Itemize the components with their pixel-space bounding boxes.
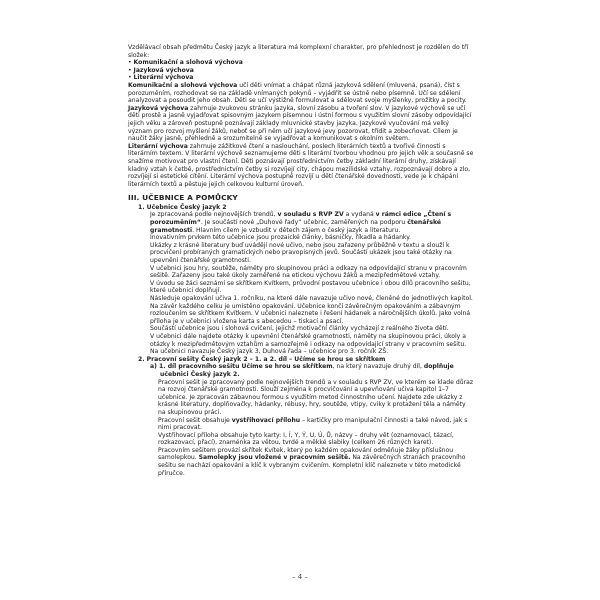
paragraph: Následuje opakování učiva 1. ročníku, na které dále navazuje učivo nové, členěné do jednotlivých kapitol. Na závěr každého celku je umístěno opakování. Učebnice končí závěrečným opakováním a zábavným rozloučením se skřítkem Kvítkem. V učebnici naleznete i řešení hádanek a náročnějších úkolů. Jako volná příloha je v učebnici vložena karta s abecedou – tiskací a psací. (150, 295, 473, 325)
list-item: • Jazyková výchova (128, 67, 474, 75)
paragraph: Inovativním prvkem této učebnice jsou prozaické články, básničky, říkadla a hádanky. (150, 234, 411, 242)
paragraph: V učebnici dále najdete otázky k upevnění čtenářské gramotnosti, náměty na skupinovou práci, úkoly a otázky k mezipředmětovým vztahům a samozřejmě i odkazy na odpovídající strany v pracovním sešitu. (150, 332, 467, 348)
section-heading: III. UČEBNICE A POMŮCKY (128, 193, 238, 203)
paragraph: Součástí učebnice jsou i slohová cvičení, jejichž motivační články vycházejí z reálného života dětí. (150, 325, 449, 333)
paragraph: Je zpracovaná podle nejnovějších trendů, v souladu s RVP ZV a vydaná v rámci edice „Čtení s porozuměním“. Je součástí nové „Duhové řady“ učebnic, zaměřených na podporu čtenářské gramotnosti. Hlavním cílem je vzbudit v dětech zájem o český jazyk a literaturu. (150, 211, 452, 234)
paragraph: Pracovní sešit obsahuje vystřihovací přílohu – kartičky pro manipulační činnosti a také návod, jak s nimi pracovat. (158, 416, 468, 432)
paragraph: Ukázky z krásné literatury buď uvádějí nové učivo, nebo jsou zařazeny průběžně v textu a slouží k procvičení probíraných gramatických nebo pravopisných jevů. Součástí ukázek jsou také otázky na upevnění čtenářské gramotnosti. (150, 241, 452, 265)
subsection-heading-textbook: 1. Učebnice Český jazyk 2 (138, 203, 227, 211)
textbook-description (150, 211, 474, 355)
subsection-heading-workbooks: 2. Pracovní sešity Český jazyk 2 – 1. a 2. díl – Učíme se hrou se skřítkem (138, 355, 386, 363)
paragraph: V úvodu se žáci seznámí se skřítkem Kvítkem, průvodní postavou učebnice i obou dílů pracovního sešitu, které učebnici doplňují. (150, 279, 471, 295)
page-number: – 4 – (292, 573, 308, 581)
paragraph: V učebnici jsou hry, soutěže, náměty pro skupinovou práci a odkazy na odpovídající stranu v pracovním sešitě. Zařazeny jsou také úkoly zaměřené na etickou výchovu žáků a mezipředmětové vztahy. (150, 264, 467, 280)
paragraph: Vystřihovací příloha obsahuje tyto karty: I, Í, Y, Ý, U, Ú, Ů, názvy – druhy vět (oznamovací, tázací, rozkazovací, přací), znaménka za větou, tvrdé a měkké slabiky (celkem 26 různých karet). (158, 431, 454, 447)
paragraph-literarni: Literární výchova zahrnuje zážitkové čtení a naslouchání, poslech literárních textů a tvořivé činnosti s literárním textem. V literární výchově seznamujeme děti s literární tvorbou vhodnou pro jejich věk a současně se snažíme motivovat pro vlastní čtení. Děti poznávají prostřednictvím četby základní literární druhy, získávají kladný vztah k četbě, prostřednictvím četby si rozvíjejí city, chápou mezilidské vztahy, rozpoznávají dobro a zlo, rozvíjejí si estetické cítění. Literární výchova postupně rozvíjí u dětí čtenářské dovednosti, vede je k chápání literárních textů a pěstuje jejich celkovou kulturní úroveň. (128, 142, 474, 188)
workbook-description (158, 379, 474, 478)
list-item: • Literární výchova (128, 74, 474, 82)
paragraph-komunikacni: Komunikační a slohová výchova učí děti vnímat a chápat různá jazyková sdělení (mluvená, psaná), číst s porozuměním, rozhodovat se na základě vnímaných pokynů – vyjádřit se ústně nebo písemně. Učí se sdělení analyzovat a posoudit jeho obsah. Děti se učí výstižně formulovat a sdělovat svoje myšlenky, prožitky a pocity. (128, 81, 467, 105)
paragraph-jazykova: Jazyková výchova zahrnuje zvukovou stránku jazyka, slovní zásobu a tvoření slov. V jazykové výchově se učí děti prostě a jasně vyjadřovat spisovným jazykem písemnou i ústní formou s využitím slovní zásoby odpovídající jejich věku a zároveň postupně poznávají základy mluvnické stavby jazyka. Jazykové vyučování má velký význam pro rozvoj myšlení žáků, neboť se při něm učí jazykové jevy pozorovat, třídit a zobecňovat. Cílem je naučit žáky jasně, přehledně a srozumitelně se vyjadřovat a komunikovat s okolním světem. (128, 104, 472, 143)
page-content (128, 44, 474, 477)
paragraph: Pracovní sešit je zpracovaný podle nejnovějších trendů a v souladu s RVP ZV, ve kterém se klade důraz na rozvoj čtenářské gramotnosti. Slouží zejména k procvičování a upevňování učiva kapitol 1–7 učebnice. Je zpracován zábavnou formou s využitím metod činnostního učení. Najdete zde ukázky z krásné literatury, doplňovačky, hádanky, rébusy, hry, soutěže, vtipy, cviky k protažení těla a náměty na skupinovou práci. (158, 378, 474, 416)
workbook-part1-heading: a) 1. díl pracovního sešitu Učíme se hrou se skřítkem, na který navazuje druhý díl, doplňuje učebnici Český jazyk 2. (150, 363, 454, 378)
paragraph: Pracovním sešitem provází skřítek Kvítek, který po každém opakování odměňuje žáky příslušnou samolepkou. Samolepky jsou vložené v pracovním sešitě. Na závěrečných stranách pracovního sešitu se nachází opakování a klíč k vybraným cvičením. Kompletní klíč naleznete v této metodické příručce. (158, 446, 466, 477)
paragraph: Na učebnici navazuje Český jazyk 3, Duhová řada – učebnice pro 3. ročník ZŠ. (150, 348, 389, 356)
component-list (128, 59, 474, 82)
list-item: • Komunikační a slohová výchova (128, 59, 474, 67)
intro-text: Vzdělávací obsah předmětu Český jazyk a literatura má komplexní charakter, pro přehlednost je rozdělen do tří složek: (128, 44, 469, 59)
